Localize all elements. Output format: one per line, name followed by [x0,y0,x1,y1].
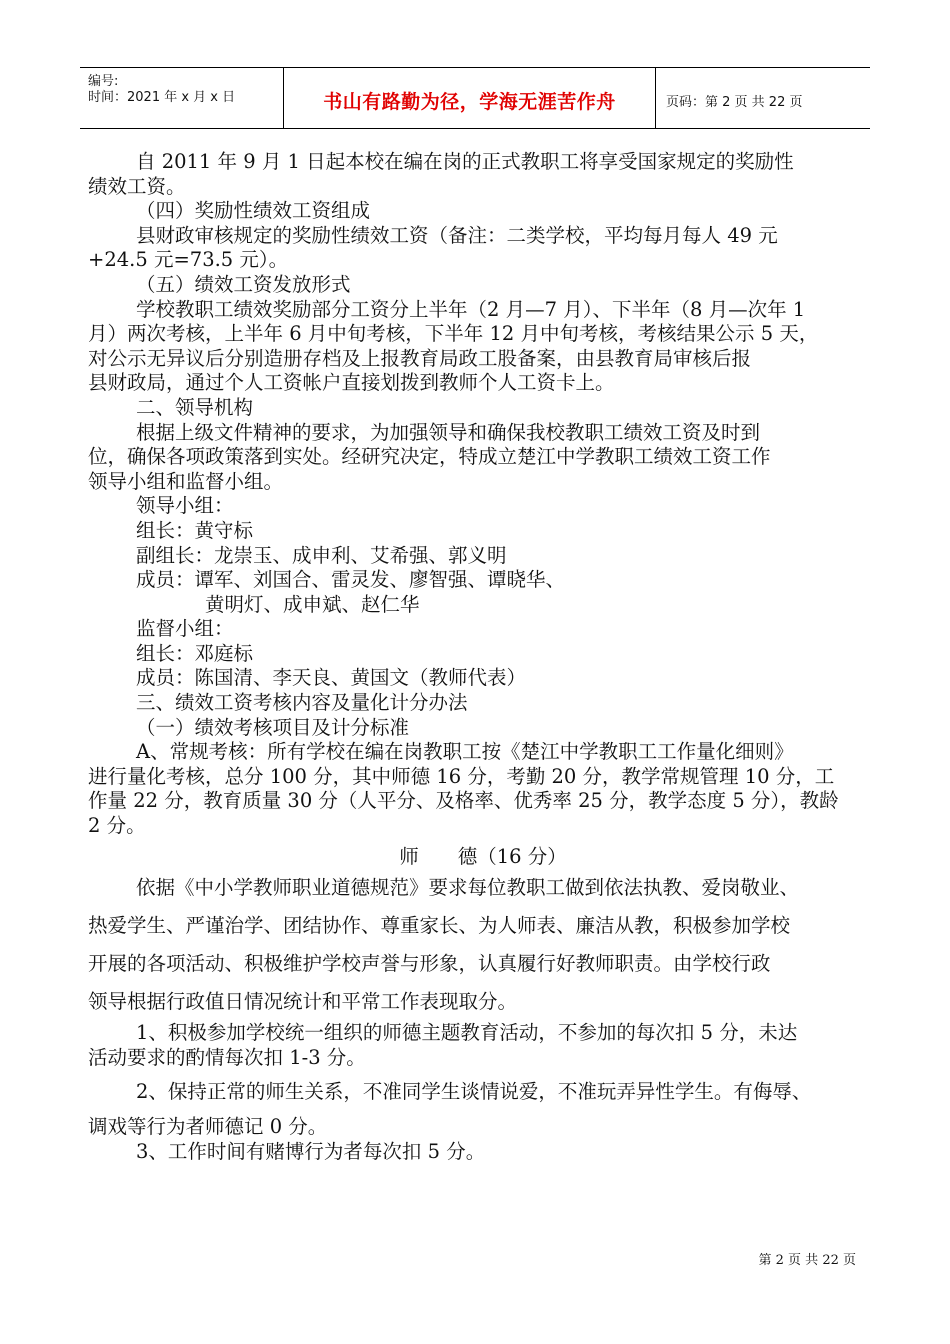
section-heading: 三、绩效工资考核内容及量化计分办法 [136,691,468,715]
group-members: 成员：谭军、刘国合、雷灵发、廖智强、谭晓华、 [136,568,566,592]
paragraph-line: 领导根据行政值日情况统计和平常工作表现取分。 [88,990,518,1014]
paragraph-line: 绩效工资。 [88,174,186,198]
paragraph-line: 依据《中小学教师职业道德规范》要求每位教职工做到依法执教、爱岗敬业、 [136,876,800,900]
paragraph-line: 学校教职工绩效奖励部分工资分上半年（2 月—7 月）、下半年（8 月—次年 1 [136,297,806,321]
paragraph-line: 县财政局，通过个人工资帐户直接划拨到教师个人工资卡上。 [88,371,615,395]
paragraph-line: 月）两次考核，上半年 6 月中旬考核，下半年 12 月中旬考核，考核结果公示 5 天， [88,322,819,346]
header-meta-cell [80,68,284,129]
list-item-cont: 活动要求的酌情每次扣 1-3 分。 [88,1045,366,1069]
serial-number-label: 编号: [88,74,119,89]
date-label: 时间：2021 年 x 月 x 日 [88,90,236,105]
group-vice-leader: 副组长：龙崇玉、成申利、艾希强、郭义明 [136,543,507,567]
paragraph-line: 根据上级文件精神的要求，为加强领导和确保我校教职工绩效工资及时到 [136,420,761,444]
paragraph-line: A、常规考核：所有学校在编在岗教职工按《楚江中学教职工工作量化细则》 [136,740,794,764]
paragraph-line: 位，确保各项政策落到实处。经研究决定，特成立楚江中学教职工绩效工资工作 [88,445,771,469]
page-footer: 第 2 页 共 22 页 [758,1253,856,1268]
group-label: 监督小组： [136,617,234,641]
list-item: 1、积极参加学校统一组织的师德主题教育活动，不参加的每次扣 5 分，未达 [136,1021,798,1045]
header-page-number: 页码：第 2 页 共 22 页 [666,95,803,110]
subheading: （一）绩效考核项目及计分标准 [136,715,410,739]
group-label: 领导小组： [136,494,234,518]
group-leader: 组长：黄守标 [136,518,254,542]
list-item: 2、保持正常的师生关系，不准同学生谈情说爱，不准玩弄异性学生。有侮辱、 [136,1080,812,1104]
section-title: 师 德（16 分） [399,844,567,868]
list-item: 3、工作时间有赌博行为者每次扣 5 分。 [136,1139,486,1163]
list-item-cont: 调戏等行为者师德记 0 分。 [88,1115,328,1138]
document-body [88,150,872,1164]
header-motto-cell [284,68,656,129]
paragraph-line: 领导小组和监督小组。 [88,469,284,493]
group-leader: 组长：邓庭标 [136,641,254,665]
paragraph-line: 开展的各项活动、积极维护学校声誉与形象，认真履行好教师职责。由学校行政 [88,952,771,976]
subheading: （四）奖励性绩效工资组成 [136,199,371,223]
group-members: 成员：陈国清、李天良、黄国文（教师代表） [136,666,527,690]
paragraph-line: 县财政审核规定的奖励性绩效工资（备注：二类学校，平均每月每人 49 元 [136,223,778,247]
paragraph-line: 进行量化考核，总分 100 分，其中师德 16 分，考勤 20 分，教学常规管理 10 分，工 [88,764,835,788]
paragraph-line: +24.5 元=73.5 元）。 [88,248,289,272]
page-header [80,67,870,129]
subheading: （五）绩效工资发放形式 [136,272,351,296]
paragraph-line: 2 分。 [88,814,146,838]
paragraph-line: 对公示无异议后分别造册存档及上报教育局政工股备案，由县教育局审核后报 [88,346,752,370]
paragraph-line: 热爱学生、严谨治学、团结协作、尊重家长、为人师表、廉洁从教，积极参加学校 [88,914,791,938]
paragraph-line: 自 2011 年 9 月 1 日起本校在编在岗的正式教职工将享受国家规定的奖励性 [136,150,794,173]
header-page-cell [656,68,870,129]
paragraph-line: 作量 22 分，教育质量 30 分（人平分、及格率、优秀率 25 分，教学态度 5 分），教龄 [88,789,839,813]
group-members-cont: 黄明灯、成申斌、赵仁华 [205,592,420,616]
section-heading: 二、领导机构 [136,395,254,419]
motto-text: 书山有路勤为径，学海无涯苦作舟 [323,91,616,113]
